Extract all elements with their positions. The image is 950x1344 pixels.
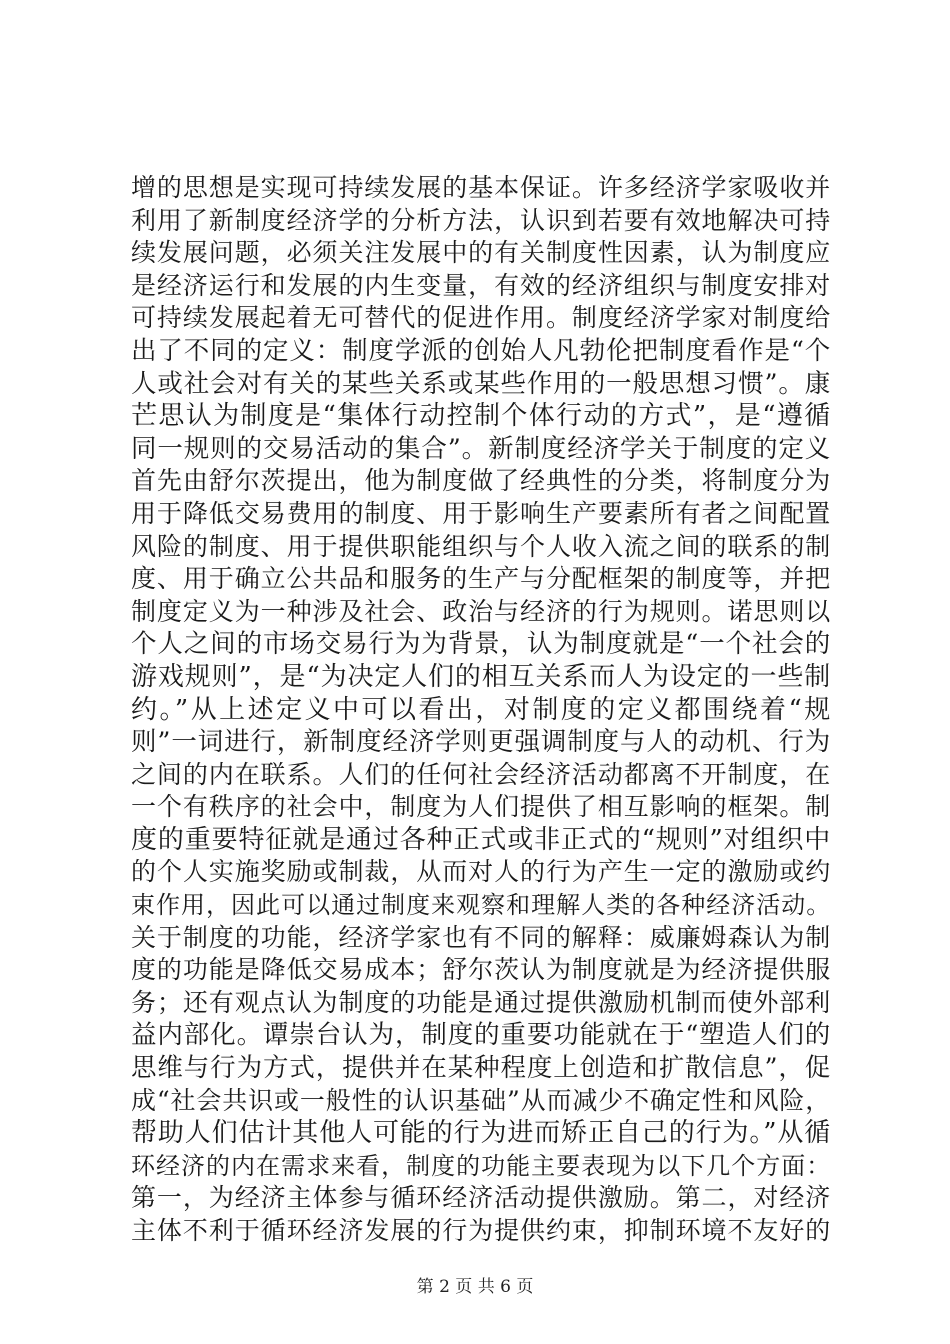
text-line: 束作用，因此可以通过制度来观察和理解人类的各种经济活动。 (131, 891, 831, 920)
text-line: 成“社会共识或一般性的认识基础”从而减少不确定性和风险， (131, 1085, 831, 1115)
text-line: 约。”从上述定义中可以看出，对制度的定义都围绕着“规 (131, 694, 831, 725)
text-line: 思维与行为方式，提供并在某种程度上创造和扩散信息”，促 (131, 1053, 831, 1084)
text-line: 游戏规则”，是“为决定人们的相互关系而人为设定的一些制 (131, 661, 831, 692)
text-line: 度的重要特征就是通过各种正式或非正式的“规则”对组织中 (131, 824, 831, 855)
text-line: 一个有秩序的社会中，制度为人们提供了相互影响的框架。制 (131, 792, 831, 822)
text-line: 的个人实施奖励或制裁，从而对人的行为产生一定的激励或约 (131, 857, 831, 887)
body-text (131, 172, 831, 1248)
text-line: 环经济的内在需求来看，制度的功能主要表现为以下几个方面： (131, 1151, 831, 1180)
text-line: 之间的内在联系。人们的任何社会经济活动都离不开制度，在 (131, 759, 831, 789)
text-line: 度的功能是降低交易成本；舒尔茨认为制度就是为经济提供服 (131, 955, 831, 985)
text-line: 增的思想是实现可持续发展的基本保证。许多经济学家吸收并 (131, 173, 831, 202)
text-line: 第一，为经济主体参与循环经济活动提供激励。第二，对经济 (131, 1183, 831, 1213)
page-number-footer: 第 2 页 共 6 页 (416, 1277, 534, 1297)
text-line: 首先由舒尔茨提出，他为制度做了经典性的分类，将制度分为 (131, 466, 831, 496)
text-line: 芒思认为制度是“集体行动控制个体行动的方式”，是“遵循 (131, 401, 831, 432)
text-line: 则”一词进行，新制度经济学则更强调制度与人的动机、行为 (131, 727, 831, 758)
text-line: 风险的制度、用于提供职能组织与个人收入流之间的联系的制 (131, 531, 831, 561)
text-line: 是经济运行和发展的内生变量，有效的经济组织与制度安排对 (131, 270, 831, 300)
text-line: 个人之间的市场交易行为为背景，认为制度就是“一个社会的 (131, 629, 831, 660)
text-line: 用于降低交易费用的制度、用于影响生产要素所有者之间配置 (131, 498, 831, 528)
text-line: 务；还有观点认为制度的功能是通过提供激励机制而使外部利 (131, 987, 831, 1017)
text-line: 关于制度的功能，经济学家也有不同的解释：威廉姆森认为制 (131, 922, 831, 952)
text-line: 同一规则的交易活动的集合”。新制度经济学关于制度的定义 (131, 433, 831, 464)
text-line: 主体不利于循环经济发展的行为提供约束，抑制环境不友好的 (131, 1216, 831, 1245)
text-line: 利用了新制度经济学的分析方法，认识到若要有效地解决可持 (131, 205, 831, 235)
text-line: 可持续发展起着无可替代的促进作用。制度经济学家对制度给 (131, 303, 831, 333)
text-line: 制度定义为一种涉及社会、政治与经济的行为规则。诺思则以 (131, 596, 831, 626)
text-line: 出了不同的定义：制度学派的创始人凡勃伦把制度看作是“个 (131, 335, 831, 366)
text-line: 帮助人们估计其他人可能的行为进而矫正自己的行为。”从循 (131, 1118, 831, 1149)
text-line: 续发展问题，必须关注发展中的有关制度性因素，认为制度应 (131, 238, 831, 268)
text-line: 益内部化。谭崇台认为，制度的重要功能就在于“塑造人们的 (131, 1020, 831, 1051)
text-line: 人或社会对有关的某些关系或某些作用的一般思想习惯”。康 (131, 368, 831, 399)
text-line: 度、用于确立公共品和服务的生产与分配框架的制度等，并把 (131, 564, 831, 594)
